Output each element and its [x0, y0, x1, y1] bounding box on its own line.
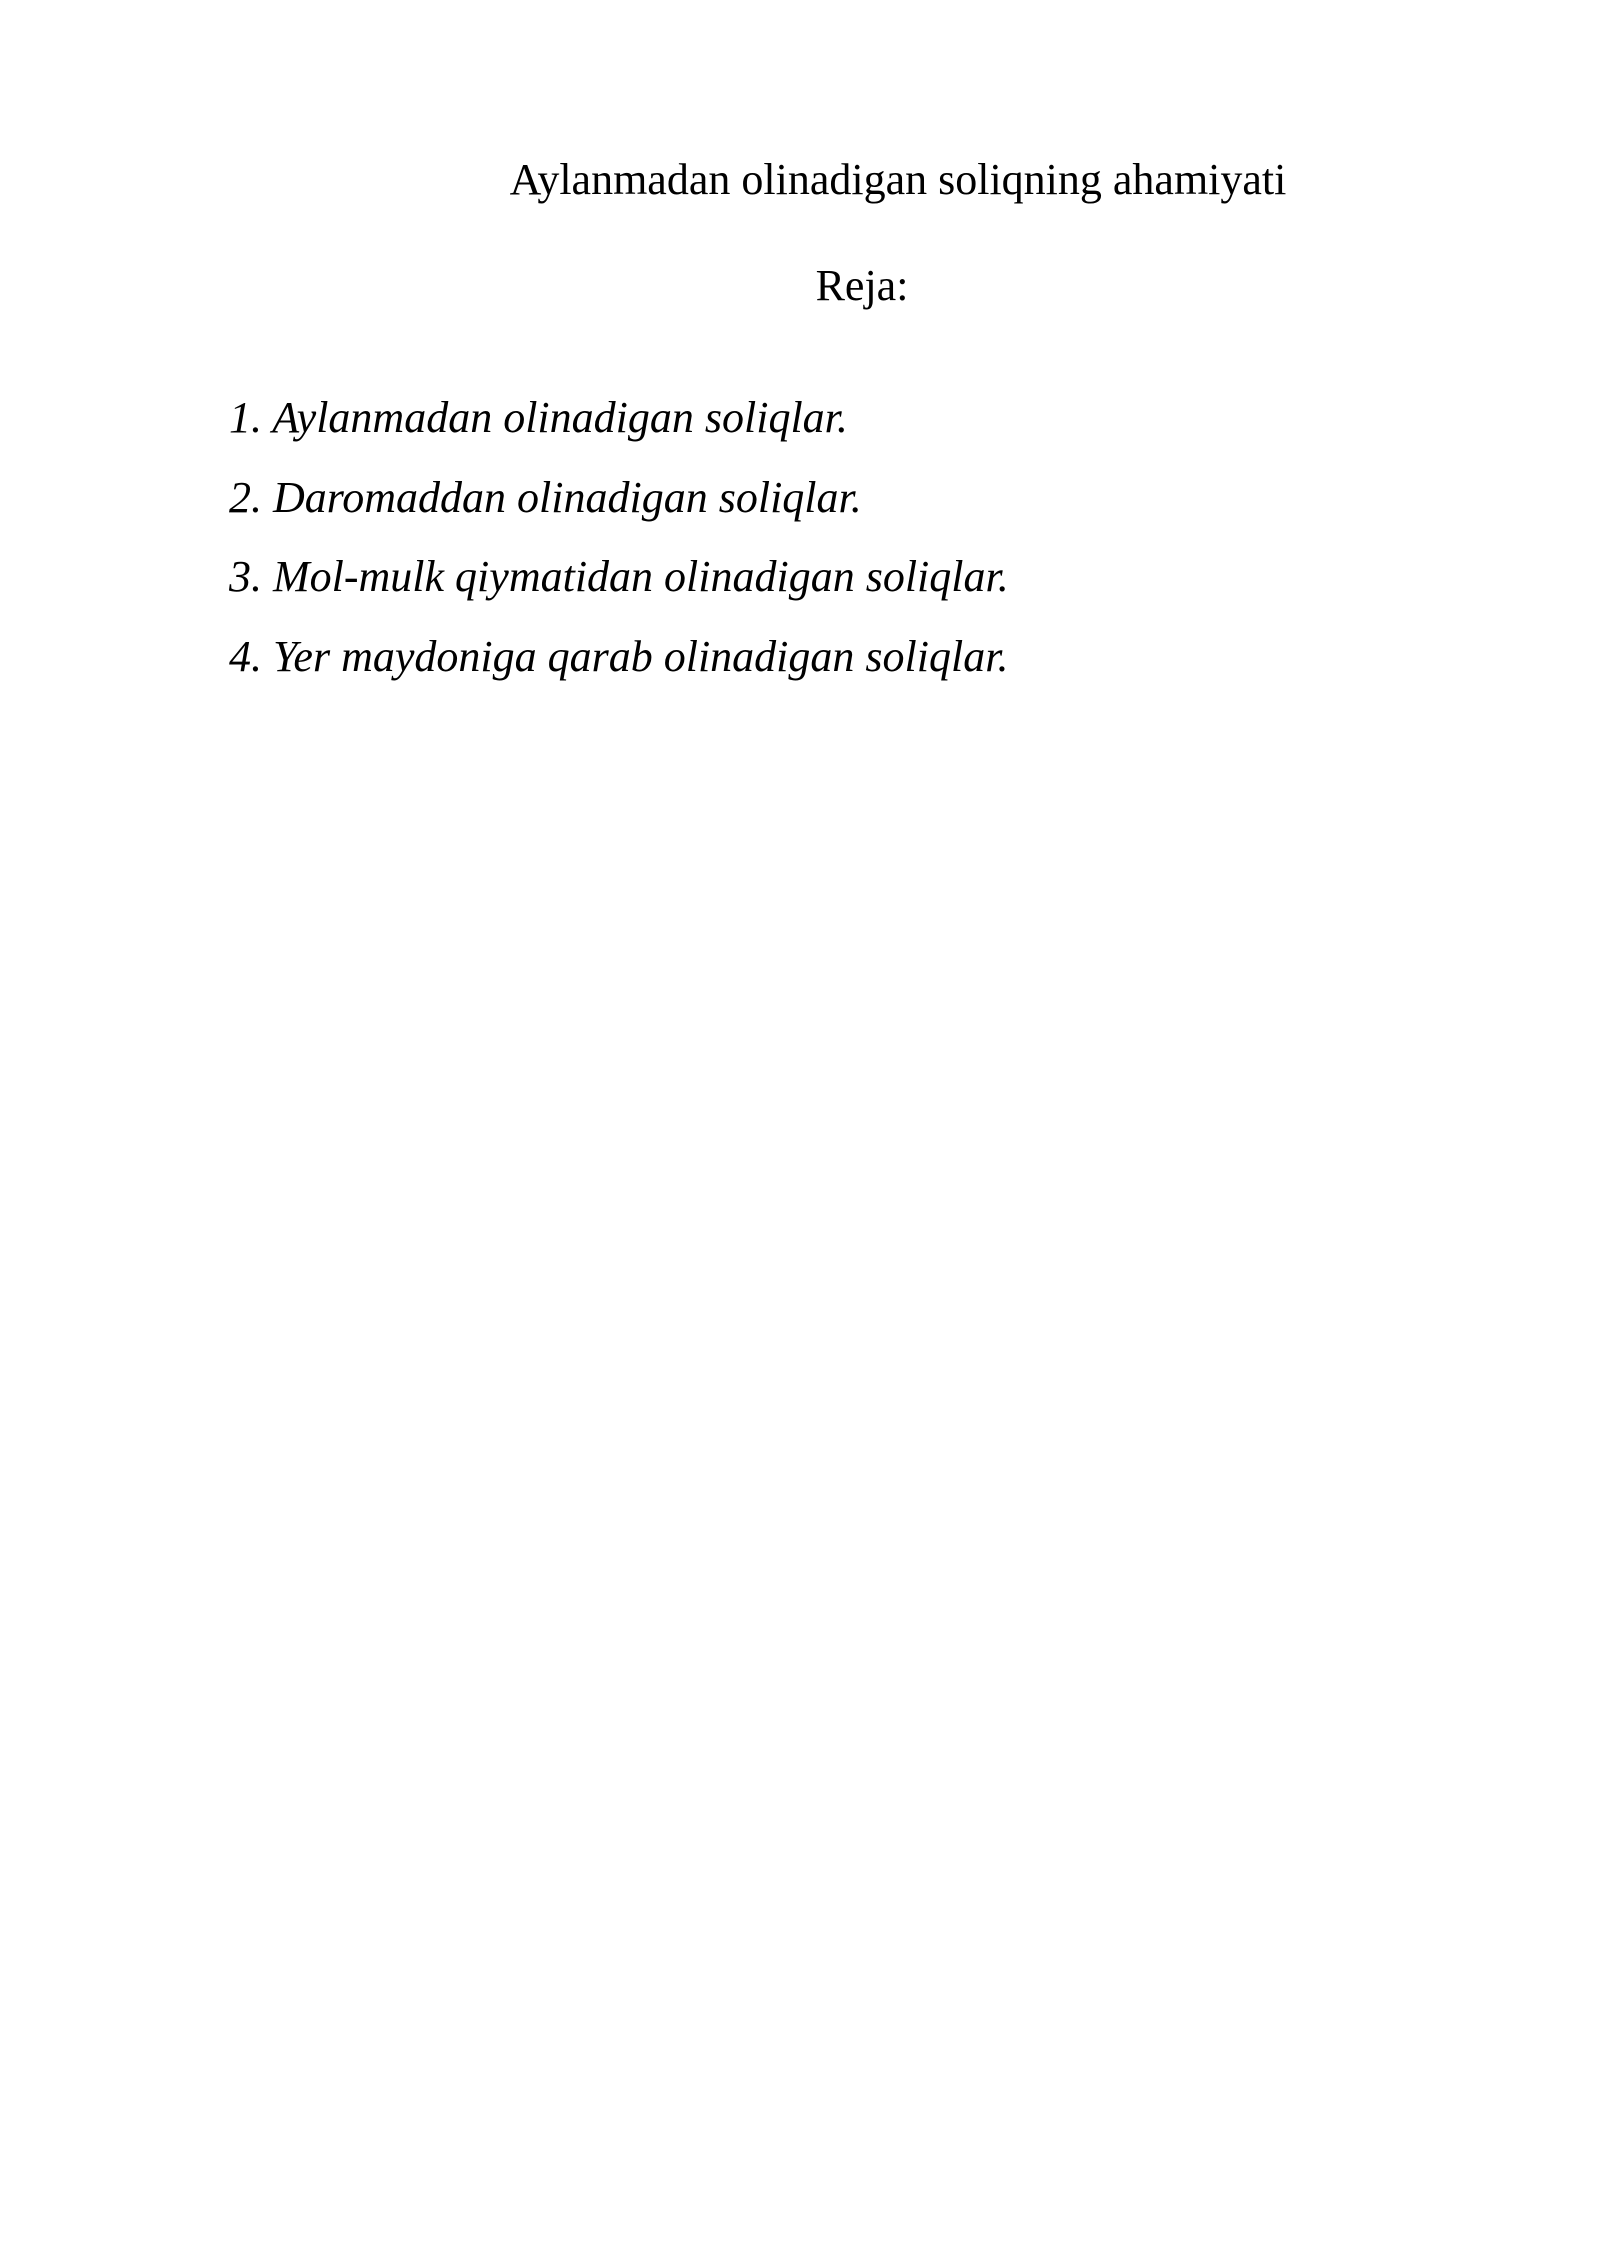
plan-item-3	[229, 549, 1009, 629]
plan-list	[229, 390, 1009, 708]
plan-item-text: Mol-mulk qiymatidan olinadigan soliqlar.	[273, 552, 1009, 601]
plan-item-number: 3.	[229, 552, 262, 601]
document-title-text: Aylanmadan olinadigan soliqning ahamiyati	[509, 155, 1287, 204]
plan-item-4	[229, 629, 1009, 709]
plan-item-2	[229, 470, 1009, 550]
plan-item-text: Aylanmadan olinadigan soliqlar.	[272, 393, 848, 442]
document-title	[0, 152, 1600, 208]
plan-item-number: 4.	[229, 631, 262, 681]
plan-item-text: Yer maydoniga qarab olinadigan soliqlar.	[273, 631, 1009, 681]
plan-item-number: 1.	[229, 393, 262, 442]
plan-heading-text: Reja:	[815, 261, 909, 310]
plan-item-1	[229, 390, 1009, 470]
plan-item-number: 2.	[229, 472, 262, 522]
plan-heading	[0, 258, 1600, 314]
plan-item-text: Daromaddan olinadigan soliqlar.	[273, 472, 862, 522]
